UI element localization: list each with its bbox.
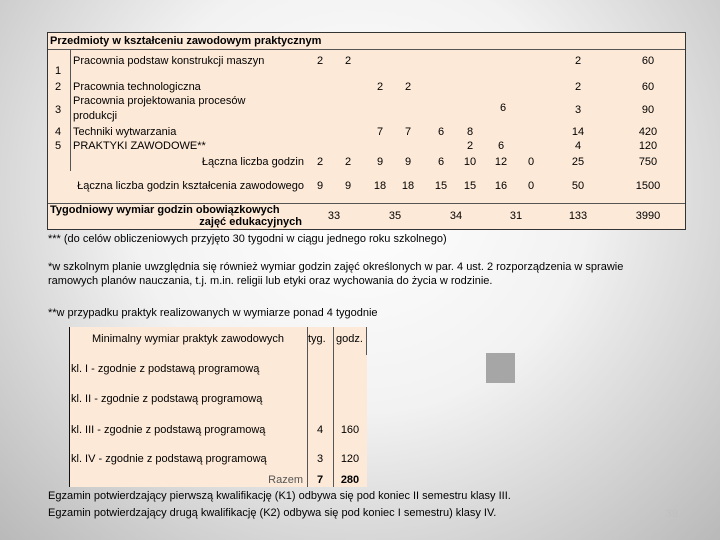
- note-religion-cont: ramowych planów nauczania, t.j. m.in. religii lub etyki oraz wychowania do życia w rodzinie.: [48, 275, 493, 287]
- weekly-label: Tygodniowy wymiar godzin obowiązkowych: [50, 204, 280, 216]
- subject-name: Pracownia podstaw konstrukcji maszyn: [73, 55, 265, 67]
- practice-row-label: kl. II - zgodnie z podstawą programową: [71, 393, 263, 405]
- subject-name: Pracownia projektowania procesów: [73, 95, 246, 107]
- subject-name: Techniki wytwarzania: [73, 126, 177, 138]
- table-cell: 2: [344, 156, 352, 168]
- note-religion: *w szkolnym planie uwzględnia się również wymiar godzin zajęć określonych w par. 4 ust. 2 rozporządzenia w sprawie: [48, 261, 624, 273]
- subject-name-cont: produkcji: [73, 110, 118, 122]
- table-cell: 7: [316, 474, 324, 486]
- practice-table: [70, 327, 367, 487]
- table-cell: 2: [574, 81, 582, 93]
- practice-row-label: kl. III - zgodnie z podstawą programową: [71, 424, 266, 436]
- table-cell: 10: [463, 156, 477, 168]
- row-number: 5: [55, 140, 62, 152]
- table-cell: 3: [316, 453, 324, 465]
- table-cell: 160: [340, 424, 360, 436]
- table-cell: 120: [638, 140, 658, 152]
- table-cell: 16: [494, 180, 508, 192]
- exam-note-k2: Egzamin potwierdzający drugą kwalifikację (K2) odbywa się pod koniec I semestru) klasy IV.: [48, 507, 497, 519]
- col-weeks: tyg.: [308, 333, 326, 345]
- table-cell: 90: [641, 104, 655, 116]
- table-cell: 8: [466, 126, 474, 138]
- table-divider: [366, 327, 367, 355]
- table-divider: [70, 49, 71, 171]
- table-cell: 2: [574, 55, 582, 67]
- table-cell: 12: [494, 156, 508, 168]
- table-cell: 6: [437, 156, 445, 168]
- table-cell: 2: [376, 81, 384, 93]
- row-number: 2: [55, 81, 62, 93]
- table-cell: 15: [434, 180, 448, 192]
- table-cell: 9: [316, 180, 324, 192]
- table-cell: 420: [638, 126, 658, 138]
- note-calculation: *** (do celów obliczeniowych przyjęto 30 tygodni w ciągu jednego roku szkolnego): [48, 233, 447, 245]
- table-cell: 9: [376, 156, 384, 168]
- table-cell: 2: [316, 156, 324, 168]
- table-cell: 14: [571, 126, 585, 138]
- col-hours: godz.: [336, 333, 363, 345]
- table-cell: 25: [571, 156, 585, 168]
- table-cell: 1500: [635, 180, 661, 192]
- gray-placeholder-box: [486, 353, 515, 383]
- curriculum-table: [47, 32, 686, 230]
- table-cell: 50: [571, 180, 585, 192]
- table-cell: 2: [316, 55, 324, 67]
- table-cell: 4: [316, 424, 324, 436]
- table-cell: 280: [340, 474, 360, 486]
- table-cell: 60: [641, 81, 655, 93]
- total-edu-label: Łączna liczba godzin kształcenia zawodowego: [77, 180, 304, 192]
- table-cell: 7: [376, 126, 384, 138]
- table-cell: 6: [437, 126, 445, 138]
- row-number: 4: [55, 126, 62, 138]
- subject-name: PRAKTYKI ZAWODOWE**: [73, 140, 206, 152]
- table-cell: 31: [509, 210, 523, 222]
- table-divider: [48, 49, 685, 50]
- practice-row-label: kl. I - zgodnie z podstawą programową: [71, 363, 260, 375]
- practice-row-label: kl. IV - zgodnie z podstawą programową: [71, 453, 267, 465]
- table-cell: 33: [327, 210, 341, 222]
- table-divider: [69, 327, 70, 487]
- table-cell: 60: [641, 55, 655, 67]
- row-number: 1: [55, 65, 62, 77]
- table-cell: 34: [449, 210, 463, 222]
- table-cell: 35: [388, 210, 402, 222]
- weekly-label-cont: zajęć edukacyjnych: [199, 216, 302, 228]
- table-cell: 7: [404, 126, 412, 138]
- table-cell: 0: [527, 180, 535, 192]
- table-cell: 750: [638, 156, 658, 168]
- table-title: Przedmioty w kształceniu zawodowym praktycznym: [50, 35, 322, 47]
- subject-name: Pracownia technologiczna: [73, 81, 201, 93]
- table-cell: 9: [404, 156, 412, 168]
- table-cell: 0: [527, 156, 535, 168]
- table-cell: 15: [463, 180, 477, 192]
- table-cell: 6: [499, 102, 507, 114]
- table-cell: 3: [574, 104, 582, 116]
- table-cell: 2: [404, 81, 412, 93]
- table-cell: 2: [466, 140, 474, 152]
- table-cell: 18: [373, 180, 387, 192]
- total-label: Łączna liczba godzin: [201, 156, 304, 168]
- table-cell: 9: [344, 180, 352, 192]
- practice-header: Minimalny wymiar praktyk zawodowych: [92, 333, 284, 345]
- table-cell: 18: [401, 180, 415, 192]
- practice-total-label: Razem: [268, 474, 303, 486]
- exam-note-k1: Egzamin potwierdzający pierwszą kwalifikację (K1) odbywa się pod koniec II semestru klasy III.: [48, 490, 511, 502]
- note-practice: **w przypadku praktyk realizowanych w wymiarze ponad 4 tygodnie: [48, 307, 378, 319]
- table-cell: 120: [340, 453, 360, 465]
- table-cell: 6: [497, 140, 505, 152]
- table-cell: 133: [568, 210, 588, 222]
- row-number: 3: [55, 104, 62, 116]
- table-cell: 4: [574, 140, 582, 152]
- table-cell: 3990: [635, 210, 661, 222]
- page-number: 39: [665, 508, 678, 520]
- table-cell: 2: [344, 55, 352, 67]
